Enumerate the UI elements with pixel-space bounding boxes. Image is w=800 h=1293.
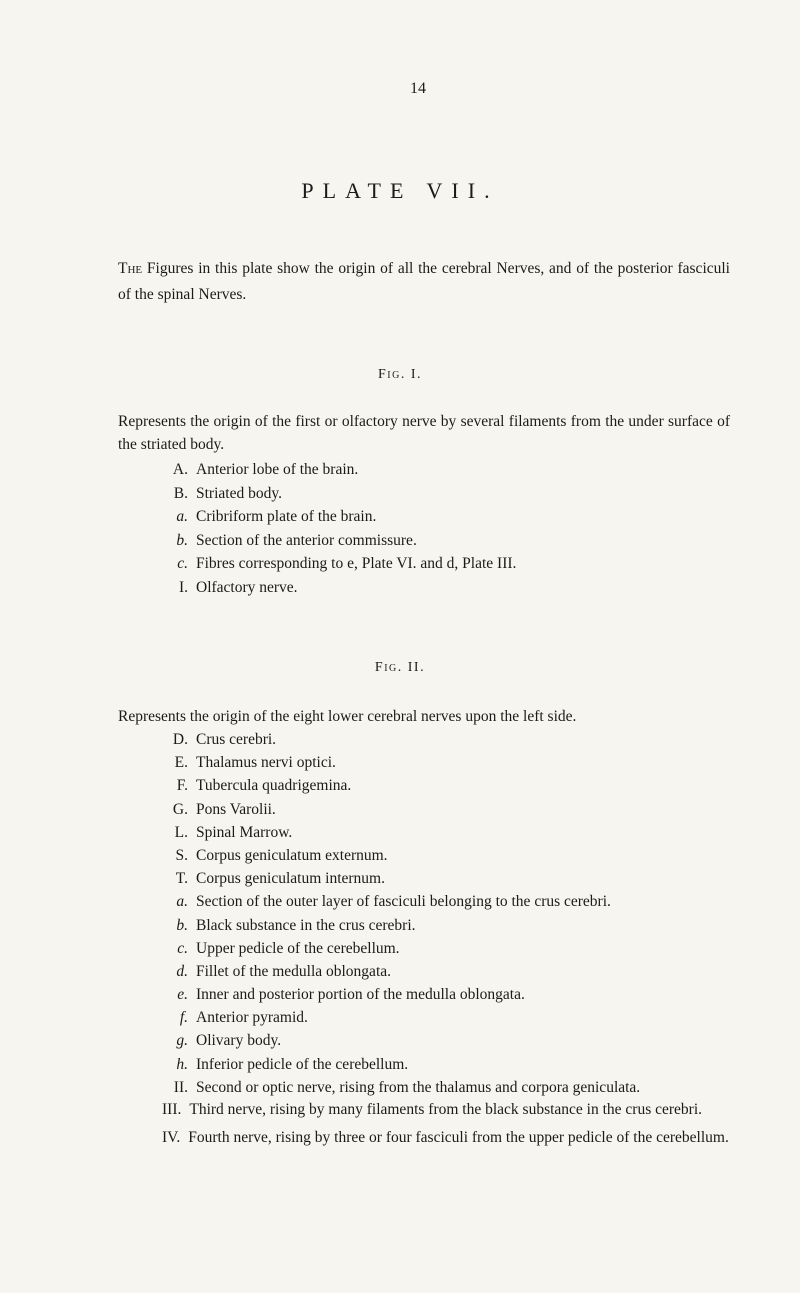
legend-key: c. — [177, 555, 188, 572]
legend-item — [118, 844, 740, 867]
legend-text: Section of the anterior commissure. — [196, 531, 417, 549]
legend-text: Black substance in the crus cerebri. — [196, 916, 416, 934]
legend-item — [118, 937, 740, 960]
legend-key: d. — [176, 962, 188, 980]
legend-key: a. — [176, 508, 188, 525]
legend-item — [118, 774, 740, 797]
legend-item — [118, 751, 740, 774]
legend-key: IV. — [162, 1129, 181, 1146]
plate-title: PLATE VII. — [301, 178, 499, 203]
legend-key: T. — [175, 870, 188, 888]
legend-text: Tubercula quadrigemina. — [196, 777, 352, 795]
legend-key: S. — [175, 846, 188, 864]
legend-item — [118, 458, 740, 482]
legend-key: b. — [176, 531, 188, 549]
legend-key: I. — [178, 578, 188, 596]
fig-2-legend — [118, 728, 740, 1155]
legend-item — [118, 1127, 740, 1149]
legend-key: a. — [176, 893, 188, 911]
legend-item — [118, 552, 740, 576]
legend-item — [118, 983, 740, 1006]
legend-text: Inner and posterior portion of the medulla oblongata. — [196, 986, 525, 1004]
fig-1-description: Represents the origin of the first or olfactory nerve by several filaments from the under surface of the striated body. — [118, 413, 730, 453]
intro-text: Figures in this plate show the origin of all the cerebral Nerves, and of the posterior fasciculi of the spinal Nerves. — [118, 260, 730, 303]
legend-text: Third nerve, rising by many filaments from the black substance in the crus cerebri. — [189, 1101, 703, 1118]
legend-text: Pons Varolii. — [196, 800, 276, 818]
legend-text: Striated body. — [196, 484, 282, 502]
legend-text: Corpus geniculatum internum. — [196, 870, 385, 888]
legend-key: f. — [179, 1009, 188, 1027]
legend-key: B. — [173, 484, 188, 502]
legend-item — [118, 1029, 740, 1052]
fig-1-heading: Fig. I. — [378, 367, 422, 382]
legend-item — [118, 821, 740, 844]
intro-paragraph — [118, 256, 730, 308]
legend-item — [118, 1099, 740, 1121]
legend-item — [118, 1053, 740, 1076]
legend-key: F. — [176, 777, 188, 795]
legend-key: E. — [174, 754, 188, 772]
legend-text: Second or optic nerve, rising from the thalamus and corpora geniculata. — [196, 1078, 641, 1096]
legend-item — [118, 798, 740, 821]
legend-text: Olivary body. — [196, 1032, 282, 1050]
legend-text: Corpus geniculatum externum. — [196, 846, 388, 864]
legend-key: II. — [173, 1078, 188, 1096]
intro-lead-word: The — [118, 260, 143, 277]
legend-text: Inferior pedicle of the cerebellum. — [196, 1055, 409, 1073]
legend-key: III. — [162, 1101, 182, 1118]
legend-item — [118, 890, 740, 913]
fig-1-legend — [118, 458, 740, 599]
legend-text: Anterior lobe of the brain. — [196, 461, 359, 478]
legend-item — [118, 505, 740, 529]
legend-key: g. — [176, 1032, 188, 1050]
legend-item — [118, 576, 740, 600]
legend-key: b. — [176, 916, 188, 934]
legend-text: Spinal Marrow. — [196, 823, 293, 841]
legend-key: e. — [177, 986, 188, 1004]
legend-key: c. — [177, 939, 188, 957]
legend-key: h. — [176, 1055, 188, 1073]
legend-item — [118, 728, 740, 751]
legend-text: Fourth nerve, rising by three or four fasciculi from the upper pedicle of the cerebellum. — [188, 1129, 729, 1146]
legend-text: Crus cerebri. — [196, 731, 277, 748]
legend-item — [118, 914, 740, 937]
page-number: 14 — [410, 80, 426, 97]
legend-text: Anterior pyramid. — [196, 1009, 308, 1027]
legend-text: Fibres corresponding to e, Plate VI. and d, Plate III. — [196, 555, 517, 572]
legend-item — [118, 482, 740, 506]
legend-key: G. — [172, 800, 188, 818]
legend-text: Olfactory nerve. — [196, 578, 298, 596]
legend-text: Fillet of the medulla oblongata. — [196, 962, 391, 980]
legend-key: A. — [172, 461, 188, 478]
legend-key: D. — [172, 731, 188, 748]
fig-2-description: Represents the origin of the eight lower cerebral nerves upon the left side. — [118, 708, 577, 725]
fig-2-heading: Fig. II. — [374, 660, 426, 675]
legend-item — [118, 1006, 740, 1029]
legend-item — [118, 1076, 740, 1099]
legend-text: Section of the outer layer of fasciculi belonging to the crus cerebri. — [196, 893, 611, 911]
legend-item — [118, 529, 740, 553]
legend-item — [118, 867, 740, 890]
legend-text: Thalamus nervi optici. — [196, 754, 336, 772]
legend-text: Upper pedicle of the cerebellum. — [196, 939, 400, 957]
legend-item — [118, 960, 740, 983]
legend-text: Cribriform plate of the brain. — [196, 508, 377, 525]
legend-key: L. — [174, 823, 188, 841]
